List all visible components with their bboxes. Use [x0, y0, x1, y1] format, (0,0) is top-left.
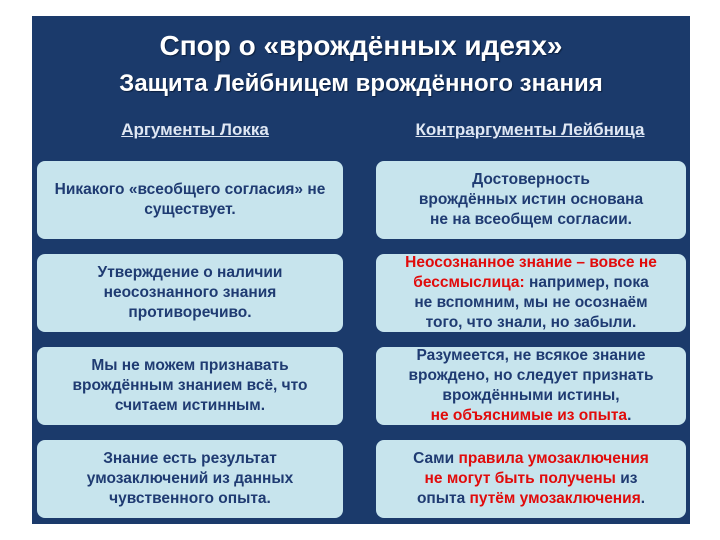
slide-title: Спор о «врождённых идеях» — [159, 30, 563, 61]
column-header-locke: Аргументы Локка — [121, 120, 269, 139]
leibniz-counter-4-text-part: . — [640, 490, 646, 507]
leibniz-counter-2-red: бессмыслица: — [413, 274, 525, 291]
leibniz-counter-3-text-part: Разумеется, не всякое знание — [416, 347, 646, 364]
slide — [32, 16, 690, 524]
leibniz-counter-2-red: Неосознанное знание – вовсе не — [405, 254, 657, 271]
leibniz-counter-1 — [376, 161, 686, 239]
leibniz-counter-3 — [376, 347, 686, 425]
leibniz-counter-2-text-part: того, что знали, но забыли. — [425, 314, 637, 331]
leibniz-counter-4 — [376, 440, 686, 518]
leibniz-counter-4-text — [413, 449, 649, 509]
locke-argument-3 — [37, 347, 343, 425]
slide-subtitle: Защита Лейбницем врождённого знания — [119, 70, 603, 97]
leibniz-counter-4-red: путём умозаключения — [469, 490, 641, 507]
leibniz-counter-3-text-part: . — [627, 407, 632, 424]
leibniz-counter-4-red: правила умозаключения — [458, 450, 649, 467]
leibniz-counter-1-text — [419, 170, 643, 230]
leibniz-counter-1-line: Достоверность — [472, 171, 590, 188]
leibniz-counter-3-text-part: врождено, но следует признать — [408, 367, 654, 384]
locke-argument-1-text: Никакого «всеобщего согласия» не существует. — [54, 181, 326, 218]
leibniz-counter-4-text-part: из — [615, 470, 638, 487]
leibniz-counter-3-text-part: врождёнными истины, — [442, 387, 620, 404]
leibniz-counter-4-red: не могут быть получены — [424, 470, 616, 487]
leibniz-counter-2 — [376, 254, 686, 332]
leibniz-counter-4-text-part: Сами — [413, 450, 459, 467]
locke-argument-4-text: Знание есть результат умозаключений из данных чувственного опыта. — [86, 450, 294, 507]
locke-argument-2-text: Утверждение о наличии неосознанного знания противоречиво. — [97, 264, 283, 321]
locke-argument-4 — [37, 440, 343, 518]
locke-argument-1 — [37, 161, 343, 239]
leibniz-counter-3-red: не объяснимые из опыта — [430, 407, 628, 424]
column-header-leibniz: Контраргументы Лейбница — [415, 120, 645, 139]
locke-argument-3-text: Мы не можем признавать врождённым знанием всё, что считаем истинным. — [72, 357, 308, 414]
leibniz-counter-2-text — [405, 253, 657, 333]
locke-argument-2 — [37, 254, 343, 332]
leibniz-counter-2-text-part: не вспомним, мы не осознаём — [414, 294, 648, 311]
leibniz-counter-3-text — [408, 346, 653, 426]
leibniz-counter-1-line: врождённых истин основана — [418, 191, 644, 208]
leibniz-counter-4-text-part: опыта — [416, 490, 470, 507]
leibniz-counter-2-text-part: например, пока — [524, 274, 649, 291]
leibniz-counter-1-line: не на всеобщем согласии. — [430, 211, 632, 228]
